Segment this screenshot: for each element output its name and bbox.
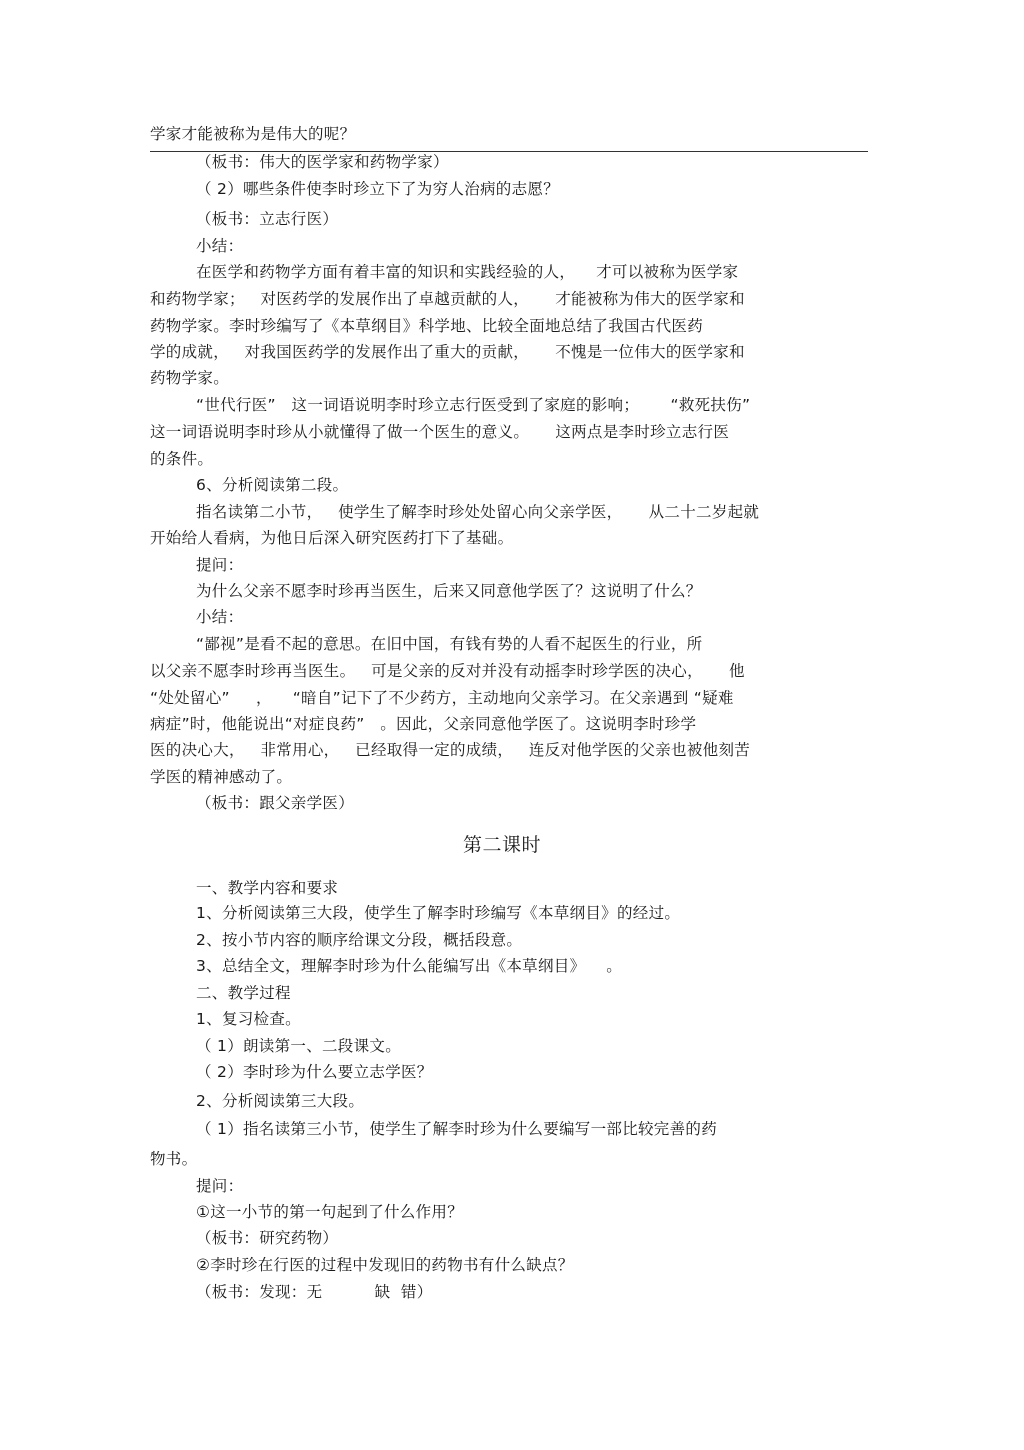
text-line: 2、分析阅读第三大段。 (196, 1092, 365, 1110)
text-line: “鄙视”是看不起的意思。在旧中国，有钱有势的人看不起医生的行业，所 (196, 635, 703, 653)
text-line: “世代行医” 这一词语说明李时珍立志行医受到了家庭的影响； “救死扶伤” (196, 396, 751, 414)
text-line: 开始给人看病，为他日后深入研究医药打下了基础。 (150, 529, 514, 547)
text-line: 为什么父亲不愿李时珍再当医生，后来又同意他学医了？这说明了什么？ (196, 582, 702, 600)
text-line: “处处留心” ， “暗自”记下了不少药方，主动地向父亲学习。在父亲遇到 “疑难 (150, 689, 734, 707)
section-title: 第二课时 (463, 834, 542, 856)
text-line: 和药物学家； 对医药学的发展作出了卓越贡献的人， 才能被称为伟大的医学家和 (150, 290, 745, 308)
text-line: 1、分析阅读第三大段，使学生了解李时珍编写《本草纲目》的经过。 (196, 904, 681, 922)
text-line: 这一词语说明李时珍从小就懂得了做一个医生的意义。 这两点是李时珍立志行医 (150, 423, 730, 441)
text-line: 6、分析阅读第二段。 (196, 476, 349, 494)
text-line: 医的决心大， 非常用心， 已经取得一定的成绩， 连反对他学医的父亲也被他刻苦 (150, 741, 751, 759)
text-line: 小结： (196, 237, 244, 255)
text-line: 提问： (196, 1177, 244, 1195)
text-line: ①这一小节的第一句起到了什么作用？ (196, 1203, 463, 1221)
header-continuation-line: 学家才能被称为是伟大的呢？ (150, 125, 356, 143)
text-line: ②李时珍在行医的过程中发现旧的药物书有什么缺点？ (196, 1256, 574, 1274)
text-line: 提问： (196, 556, 244, 574)
text-line: 物书。 (150, 1150, 198, 1168)
text-line: 的条件。 (150, 450, 214, 468)
text-line: 二、教学过程 (196, 984, 291, 1002)
text-line: 药物学家。李时珍编写了《本草纲目》科学地、比较全面地总结了我国古代医药 (150, 317, 704, 335)
text-line: 3、总结全文，理解李时珍为什么能编写出《本草纲目》 。 (196, 957, 623, 975)
text-line: 药物学家。 (150, 369, 230, 387)
text-line: 2、按小节内容的顺序给课文分段，概括段意。 (196, 931, 523, 949)
text-line: （板书：跟父亲学医） (196, 794, 355, 812)
text-line: 学医的精神感动了。 (150, 768, 293, 786)
text-line: （ 1）朗读第一、二段课文。 (196, 1037, 401, 1055)
text-line: 一、教学内容和要求 (196, 879, 339, 897)
text-line: （ 2）李时珍为什么要立志学医？ (196, 1063, 433, 1081)
text-line: （ 1）指名读第三小节，使学生了解李时珍为什么要编写一部比较完善的药 (196, 1120, 717, 1138)
text-line: （板书：立志行医） (196, 210, 339, 228)
text-line: （ 2）哪些条件使李时珍立下了为穷人治病的志愿？ (196, 180, 559, 198)
text-line: 病症”时，他能说出“对症良药” 。因此，父亲同意他学医了。这说明李时珍学 (150, 715, 697, 733)
text-line: 以父亲不愿李时珍再当医生。 可是父亲的反对并没有动摇李时珍学医的决心， 他 (150, 662, 745, 680)
text-line: 小结： (196, 608, 244, 626)
text-line: （板书：发现：无 缺 错） (196, 1283, 433, 1301)
text-line: 学的成就， 对我国医药学的发展作出了重大的贡献， 不愧是一位伟大的医学家和 (150, 343, 745, 361)
text-line: （板书：研究药物） (196, 1229, 339, 1247)
text-line: 在医学和药物学方面有着丰富的知识和实践经验的人， 才可以被称为医学家 (196, 263, 739, 281)
text-line: （板书：伟大的医学家和药物学家） (196, 153, 449, 171)
text-line: 1、复习检查。 (196, 1010, 301, 1028)
text-line: 指名读第二小节， 使学生了解李时珍处处留心向父亲学医， 从二十二岁起就 (196, 503, 760, 521)
